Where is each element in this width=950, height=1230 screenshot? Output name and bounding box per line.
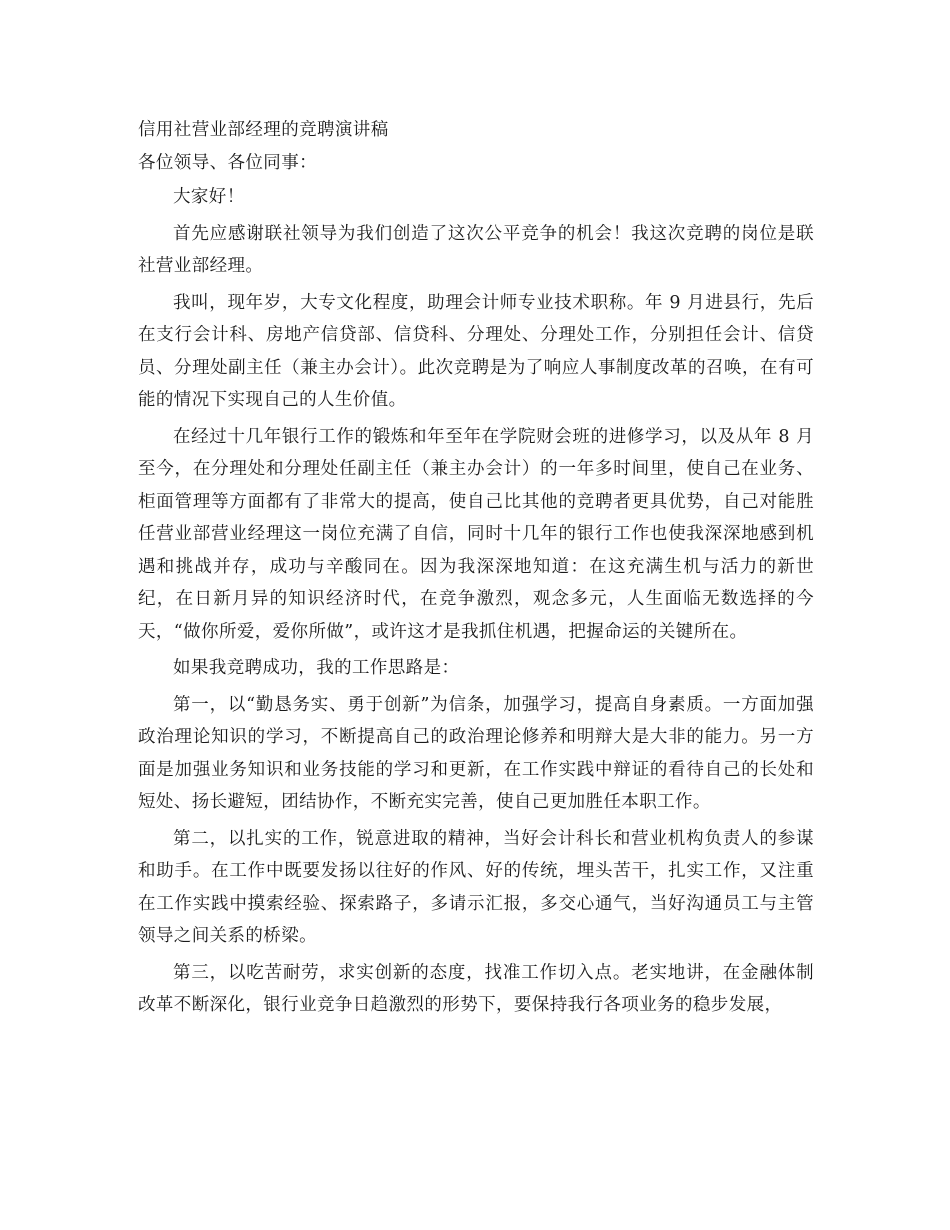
document-body: [138, 114, 814, 1022]
paragraph-self-intro: 我叫，现年岁，大专文化程度，助理会计师专业技术职称。年 9 月进县行，先后在支行会计科、房地产信贷部、信贷科、分理处、分理处工作，分别担任会计、信贷员、分理处副主任（兼主办会计）。此次竞聘是为了响应人事制度改革的召唤，在有可能的情况下实现自己的人生价值。: [138, 292, 814, 410]
document-title: 信用社营业部经理的竞聘演讲稿: [138, 120, 389, 140]
salutation: 各位领导、各位同事：: [138, 152, 317, 173]
paragraph-point-three: 第三，以吃苦耐劳，求实创新的态度，找准工作切入点。老实地讲，在金融体制改革不断深化，银行业竞争日趋激烈的形势下，要保持我行各项业务的稳步发展，: [138, 962, 814, 1015]
paragraph-point-two: 第二，以扎实的工作，锐意进取的精神，当好会计科长和营业机构负责人的参谋和助手。在工作中既要发扬以往好的作风、好的传统，埋头苦干，扎实工作，又注重在工作实践中摸索经验、探索路子，多请示汇报，多交心通气，当好沟通员工与主管领导之间关系的桥梁。: [138, 828, 814, 946]
paragraph-point-one: 第一，以“勤恳务实、勇于创新”为信条，加强学习，提高自身素质。一方面加强政治理论知识的学习，不断提高自己的政治理论修养和明辩大是大非的能力。另一方面是加强业务知识和业务技能的学习和更新，在工作实践中辩证的看待自己的长处和短处、扬长避短，团结协作，不断充实完善，使自己更加胜任本职工作。: [138, 694, 814, 812]
paragraph-experience: 在经过十几年银行工作的锻炼和年至年在学院财会班的进修学习，以及从年 8 月至今，在分理处和分理处任副主任（兼主办会计）的一年多时间里，使自己在业务、柜面管理等方面都有了非常大的提高，使自己比其他的竞聘者更具优势，自己对能胜任营业部营业经理这一岗位充满了自信，同时十几年的银行工作也使我深深地感到机遇和挑战并存，成功与辛酸同在。因为我深深地知道：在这充满生机与活力的新世纪，在日新月异的知识经济时代，在竞争激烈，观念多元，人生面临无数选择的今天，“做你所爱，爱你所做”，或许这才是我抓住机遇，把握命运的关键所在。: [138, 426, 814, 642]
paragraph-plan-intro: 如果我竞聘成功，我的工作思路是：: [173, 658, 460, 678]
paragraph-greeting: 大家好！: [173, 187, 245, 207]
paragraph-thanks: 首先应感谢联社领导为我们创造了这次公平竞争的机会！我这次竞聘的岗位是联社营业部经理。: [138, 223, 814, 276]
